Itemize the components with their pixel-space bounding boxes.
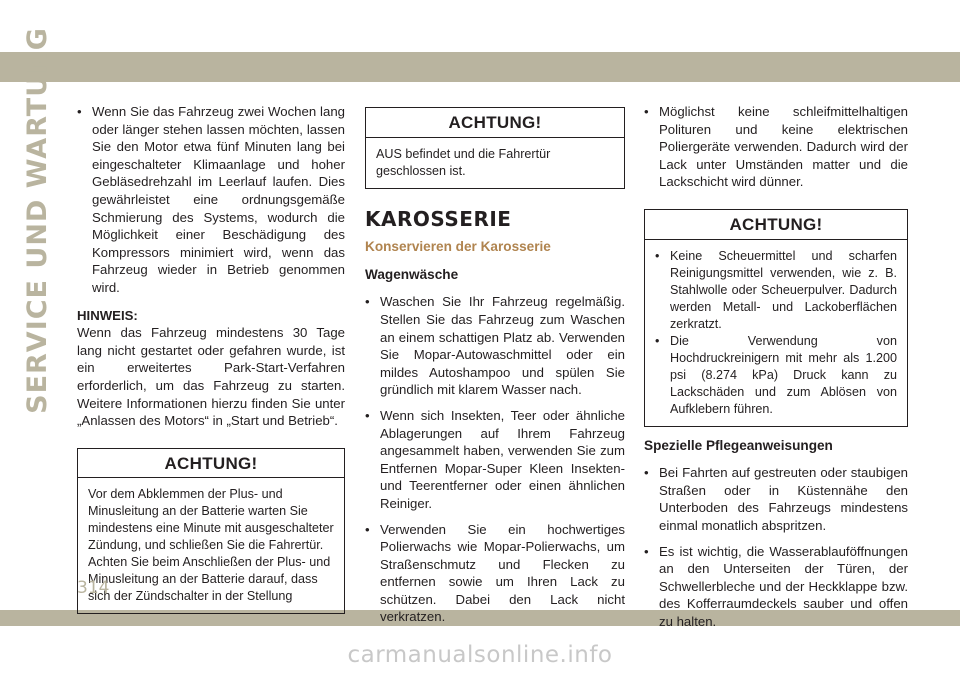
warning-text: AUS befindet und die Fahrertür geschlossen ist. <box>376 146 551 178</box>
warning-box <box>365 107 625 189</box>
section-side-label <box>12 26 62 414</box>
warning-box <box>77 448 345 615</box>
bullet-dot: • <box>365 407 370 423</box>
bullet-dot: • <box>644 543 649 559</box>
list-item <box>655 333 897 418</box>
list-item <box>644 543 908 631</box>
header-band <box>0 52 960 82</box>
warning-box <box>644 209 908 427</box>
bullet-dot: • <box>365 521 370 537</box>
list-item-text: Waschen Sie Ihr Fahrzeug regelmäßig. Stellen Sie das Fahrzeug zum Waschen an einem schattigen Platz ab. Verwenden Sie Mopar-Autowaschmittel oder ein mildes Autoshampoo und spülen Sie gründlich mit klarem Wasser nach. <box>380 294 625 398</box>
list-item-text: Die Verwendung von Hochdruckreinigern mit mehr als 1.200 psi (8.274 kPa) Druck kann zu Lackschäden und zum Ablösen von Aufklebern führen. <box>670 333 897 416</box>
column-middle <box>365 103 625 634</box>
bullet-dot: • <box>365 294 370 310</box>
warning-title: ACHTUNG! <box>78 449 344 479</box>
list-item <box>365 407 625 513</box>
section-heading: KAROSSERIE <box>365 206 512 231</box>
bullet-dot: • <box>655 248 660 263</box>
warning-text: Vor dem Abklemmen der Plus- und Minusleitung an der Batterie warten Sie mindestens eine Minute mit ausgeschalteter Zündung, und schließen Sie die Fahrertür. Achten Sie beim Anschließen der Plus- und Minusleitung an der Batterie darauf, dass sich der Zündschalter in der Stellung <box>88 487 334 604</box>
list-item <box>644 464 908 534</box>
list-item-text: Keine Scheuermittel und scharfen Reinigungsmittel verwenden, wie z. B. Stahlwolle oder Scheuerpulver. Dadurch werden Metall- und Lackoberflächen zerkratzt. <box>670 248 897 331</box>
list-item-text: Verwenden Sie ein hochwertiges Polierwachs wie Mopar-Polierwachs, um Straßenschmutz und Flecken zu entfernen sowie um Ihren Lack zu schützen. Dabei den Lack nicht verkratzen. <box>380 521 625 625</box>
list-item-text: Möglichst keine schleifmittelhaltigen Polituren und keine elektrischen Poliergeräte verwenden. Dadurch wird der Lack unter Umständen matter und die Lackschicht wird dünner. <box>659 104 908 190</box>
note-heading: HINWEIS: <box>77 307 138 323</box>
list-item <box>365 521 625 627</box>
list-item-text: Bei Fahrten auf gestreuten oder staubigen Straßen oder in Küstennähe den Unterboden des Fahrzeugs mindestens einmal monatlich abspritzen. <box>659 465 908 533</box>
warning-title: ACHTUNG! <box>645 210 907 240</box>
list-item-text: Wenn sich Insekten, Teer oder ähnliche Ablagerungen auf Ihrem Fahrzeug angesammelt haben, verwenden Sie zum Entfernen Mopar-Super Kleen Insekten- und Teerentferner oder einen ähnlichen Reiniger. <box>380 407 625 511</box>
bullet-dot: • <box>644 465 649 481</box>
topic-heading: Spezielle Pflegeanweisungen <box>644 437 833 453</box>
subsection-heading: Konservieren der Karosserie <box>365 239 551 255</box>
column-left <box>77 103 345 624</box>
bullet-dot: • <box>77 104 82 119</box>
list-item <box>644 103 908 191</box>
list-item <box>655 248 897 333</box>
section-label-text: SERVICE UND WARTUNG <box>21 26 53 414</box>
watermark: carmanualsonline.info <box>347 642 613 668</box>
topic-heading: Wagenwäsche <box>365 266 459 282</box>
warning-title: ACHTUNG! <box>366 108 624 138</box>
note-text: Wenn das Fahrzeug mindestens 30 Tage lang nicht gestartet oder gefahren wurde, ist ein erweitertes Park-Start-Verfahren erforderlich, um das Fahrzeug zu starten. Weitere Informationen hierzu finden Sie unter „Anlassen des Motors“ in „Start und Betrieb“. <box>77 325 345 429</box>
list-item-text: Wenn Sie das Fahrzeug zwei Wochen lang oder länger stehen lassen möchten, lassen Sie den Motor etwa fünf Minuten lang bei eingeschalteter Klimaanlage und hoher Gebläsedrehzahl im Leerlauf laufen. Dies gewährleistet eine ordnungsgemäße Schmierung des Systems, wodurch die Möglichkeit einer Beschädigung des Kompressors minimiert wird, wenn das Fahrzeug wieder in Betrieb genommen wird. <box>92 104 345 295</box>
page-number: 314 <box>77 578 110 598</box>
list-item <box>77 103 345 297</box>
list-item <box>365 293 625 399</box>
bullet-dot: • <box>655 333 660 348</box>
list-item-text: Es ist wichtig, die Wasserablauföffnungen an den Unterseiten der Türen, der Schwellerbleche und der Heckklappe bzw. des Kofferraumdeckels sauber und offen zu halten. <box>659 543 908 629</box>
warning-body <box>645 240 907 426</box>
bullet-dot: • <box>644 104 649 119</box>
column-right <box>644 103 908 639</box>
